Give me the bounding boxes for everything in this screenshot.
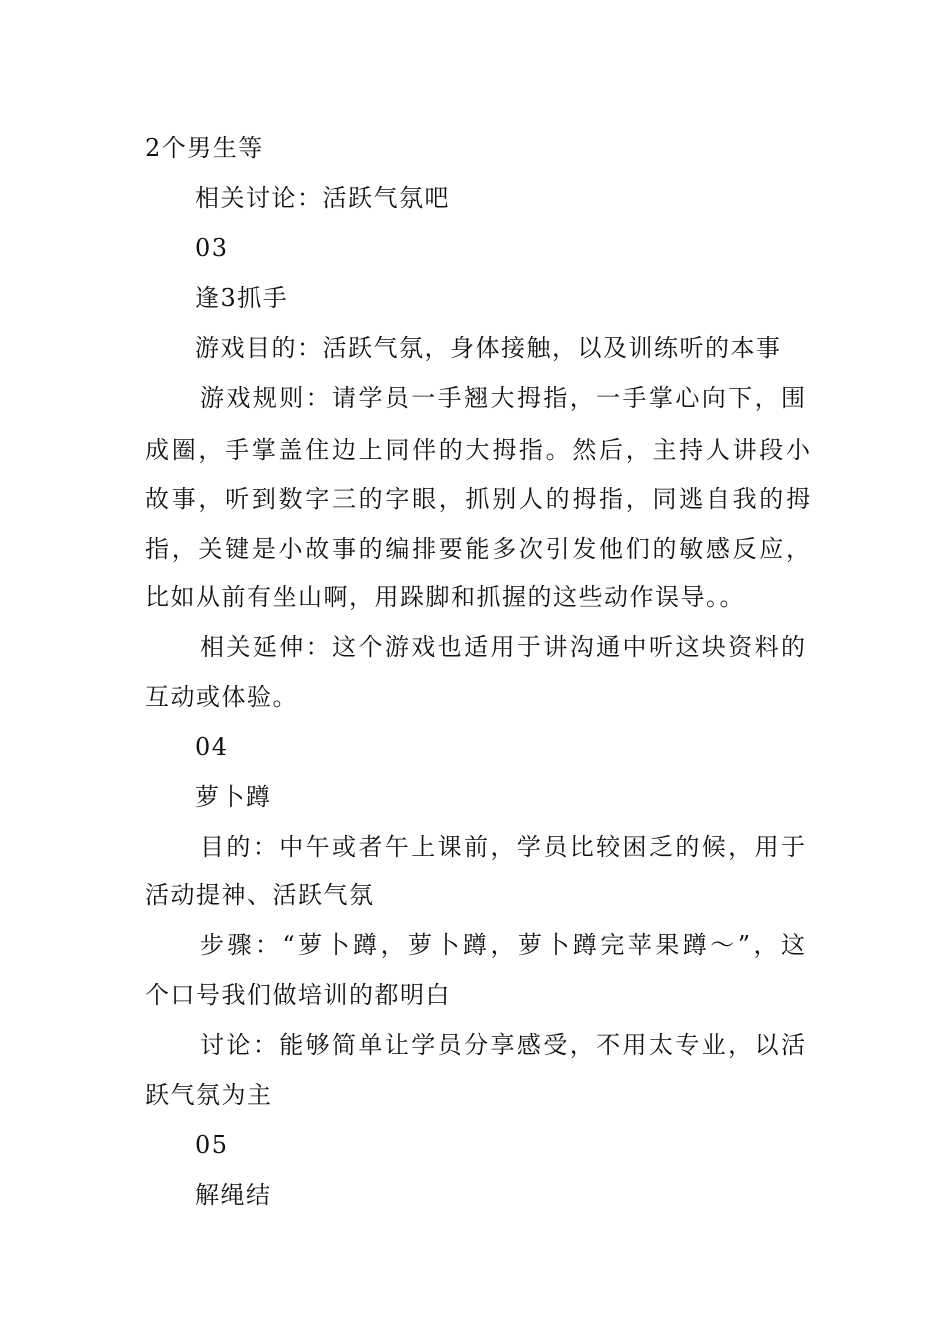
text-line: 2个男生等 — [145, 134, 264, 162]
section-title: 萝卜蹲 — [195, 783, 272, 811]
text-line: 跃气氛为主 — [145, 1081, 273, 1109]
text-line: 相关延伸：这个游戏也适用于讲沟通中听这块资料的 — [200, 633, 805, 661]
text-line: 目的：中午或者午上课前，学员比较困乏的候，用于 — [200, 833, 805, 861]
section-title: 解绳结 — [195, 1181, 272, 1209]
section-title: 逢3抓手 — [195, 284, 289, 312]
text-line: 游戏规则：请学员一手翘大拇指，一手掌心向下，围 — [200, 384, 805, 412]
text-line: 游戏目的：活跃气氛，身体接触，以及训练听的本事 — [195, 334, 782, 362]
text-line: 相关讨论：活跃气氛吧 — [195, 184, 450, 212]
section-number: 04 — [195, 733, 229, 761]
text-line: 个口号我们做培训的都明白 — [145, 981, 451, 1009]
section-number: 03 — [195, 234, 229, 262]
text-line: 互动或体验。 — [145, 683, 298, 711]
text-line: 讨论：能够简单让学员分享感受，不用太专业，以活 — [200, 1031, 805, 1059]
text-line: 步骤：“萝卜蹲，萝卜蹲，萝卜蹲完苹果蹲～”，这 — [200, 931, 805, 959]
section-number: 05 — [195, 1131, 229, 1159]
text-line: 指，关键是小故事的编排要能多次引发他们的敏感反应， — [145, 535, 810, 563]
text-line: 成圈，手掌盖住边上同伴的大拇指。然后，主持人讲段小 — [145, 436, 810, 464]
text-line: 比如从前有坐山啊，用跺脚和抓握的这些动作误导。。 — [145, 583, 745, 611]
text-line: 活动提神、活跃气氛 — [145, 881, 375, 909]
text-line: 故事，听到数字三的字眼，抓别人的拇指，同逃自我的拇 — [145, 485, 810, 513]
